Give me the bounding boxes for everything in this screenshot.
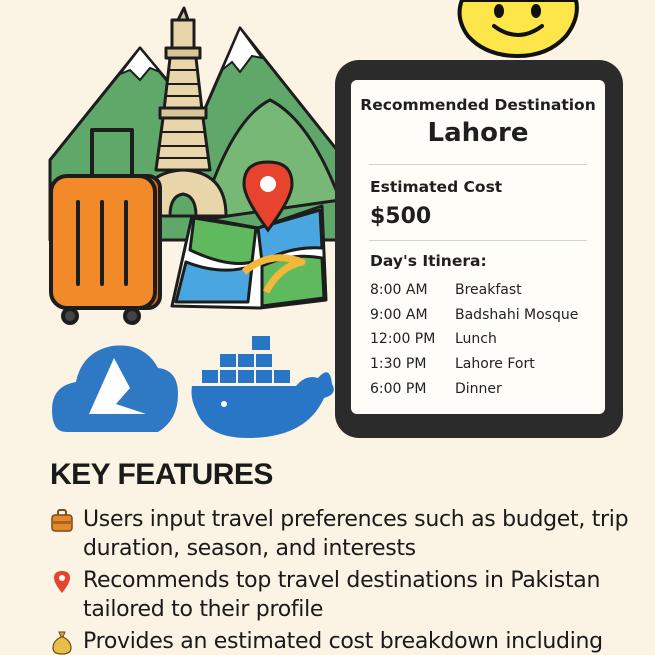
money-bag-icon [50,630,74,655]
feature-text: Recommends top travel destinations in Pakistan tailored to their profile [83,568,601,622]
docker-whale-icon [192,336,334,438]
itinerary-label: Day's Itinera: [370,252,487,270]
divider [369,164,587,165]
itinerary-time: 8:00 AM [370,282,428,298]
destination-card [351,80,605,414]
feature-item [50,627,640,655]
key-features-heading: KEY FEATURES [50,458,273,491]
feature-text: Provides an estimated cost breakdown including [83,629,603,654]
itinerary-activity: Breakfast [455,282,522,298]
estimated-cost-value: $500 [370,204,432,229]
itinerary-time: 6:00 PM [370,381,427,397]
itinerary-activity: Dinner [455,381,502,397]
itinerary-activity: Badshahi Mosque [455,307,579,323]
feature-text: Users input travel preferences such as budget, trip duration, season, and interests [83,507,629,561]
feature-item [50,566,640,626]
suitcase-icon [50,508,74,534]
phone-frame [335,60,623,438]
itinerary-time: 9:00 AM [370,307,428,323]
itinerary-activity: Lahore Fort [455,356,535,372]
divider [369,240,587,241]
smiley-face-icon [460,0,577,56]
location-pin-icon [50,569,74,595]
recommended-city: Lahore [427,118,529,148]
estimated-cost-label: Estimated Cost [370,178,503,196]
itinerary-activity: Lunch [455,331,497,347]
itinerary-time: 1:30 PM [370,356,427,372]
itinerary-time: 12:00 PM [370,331,436,347]
feature-item [50,505,640,565]
azure-cloud-icon [52,345,178,432]
recommended-destination-label: Recommended Destination [360,96,596,114]
